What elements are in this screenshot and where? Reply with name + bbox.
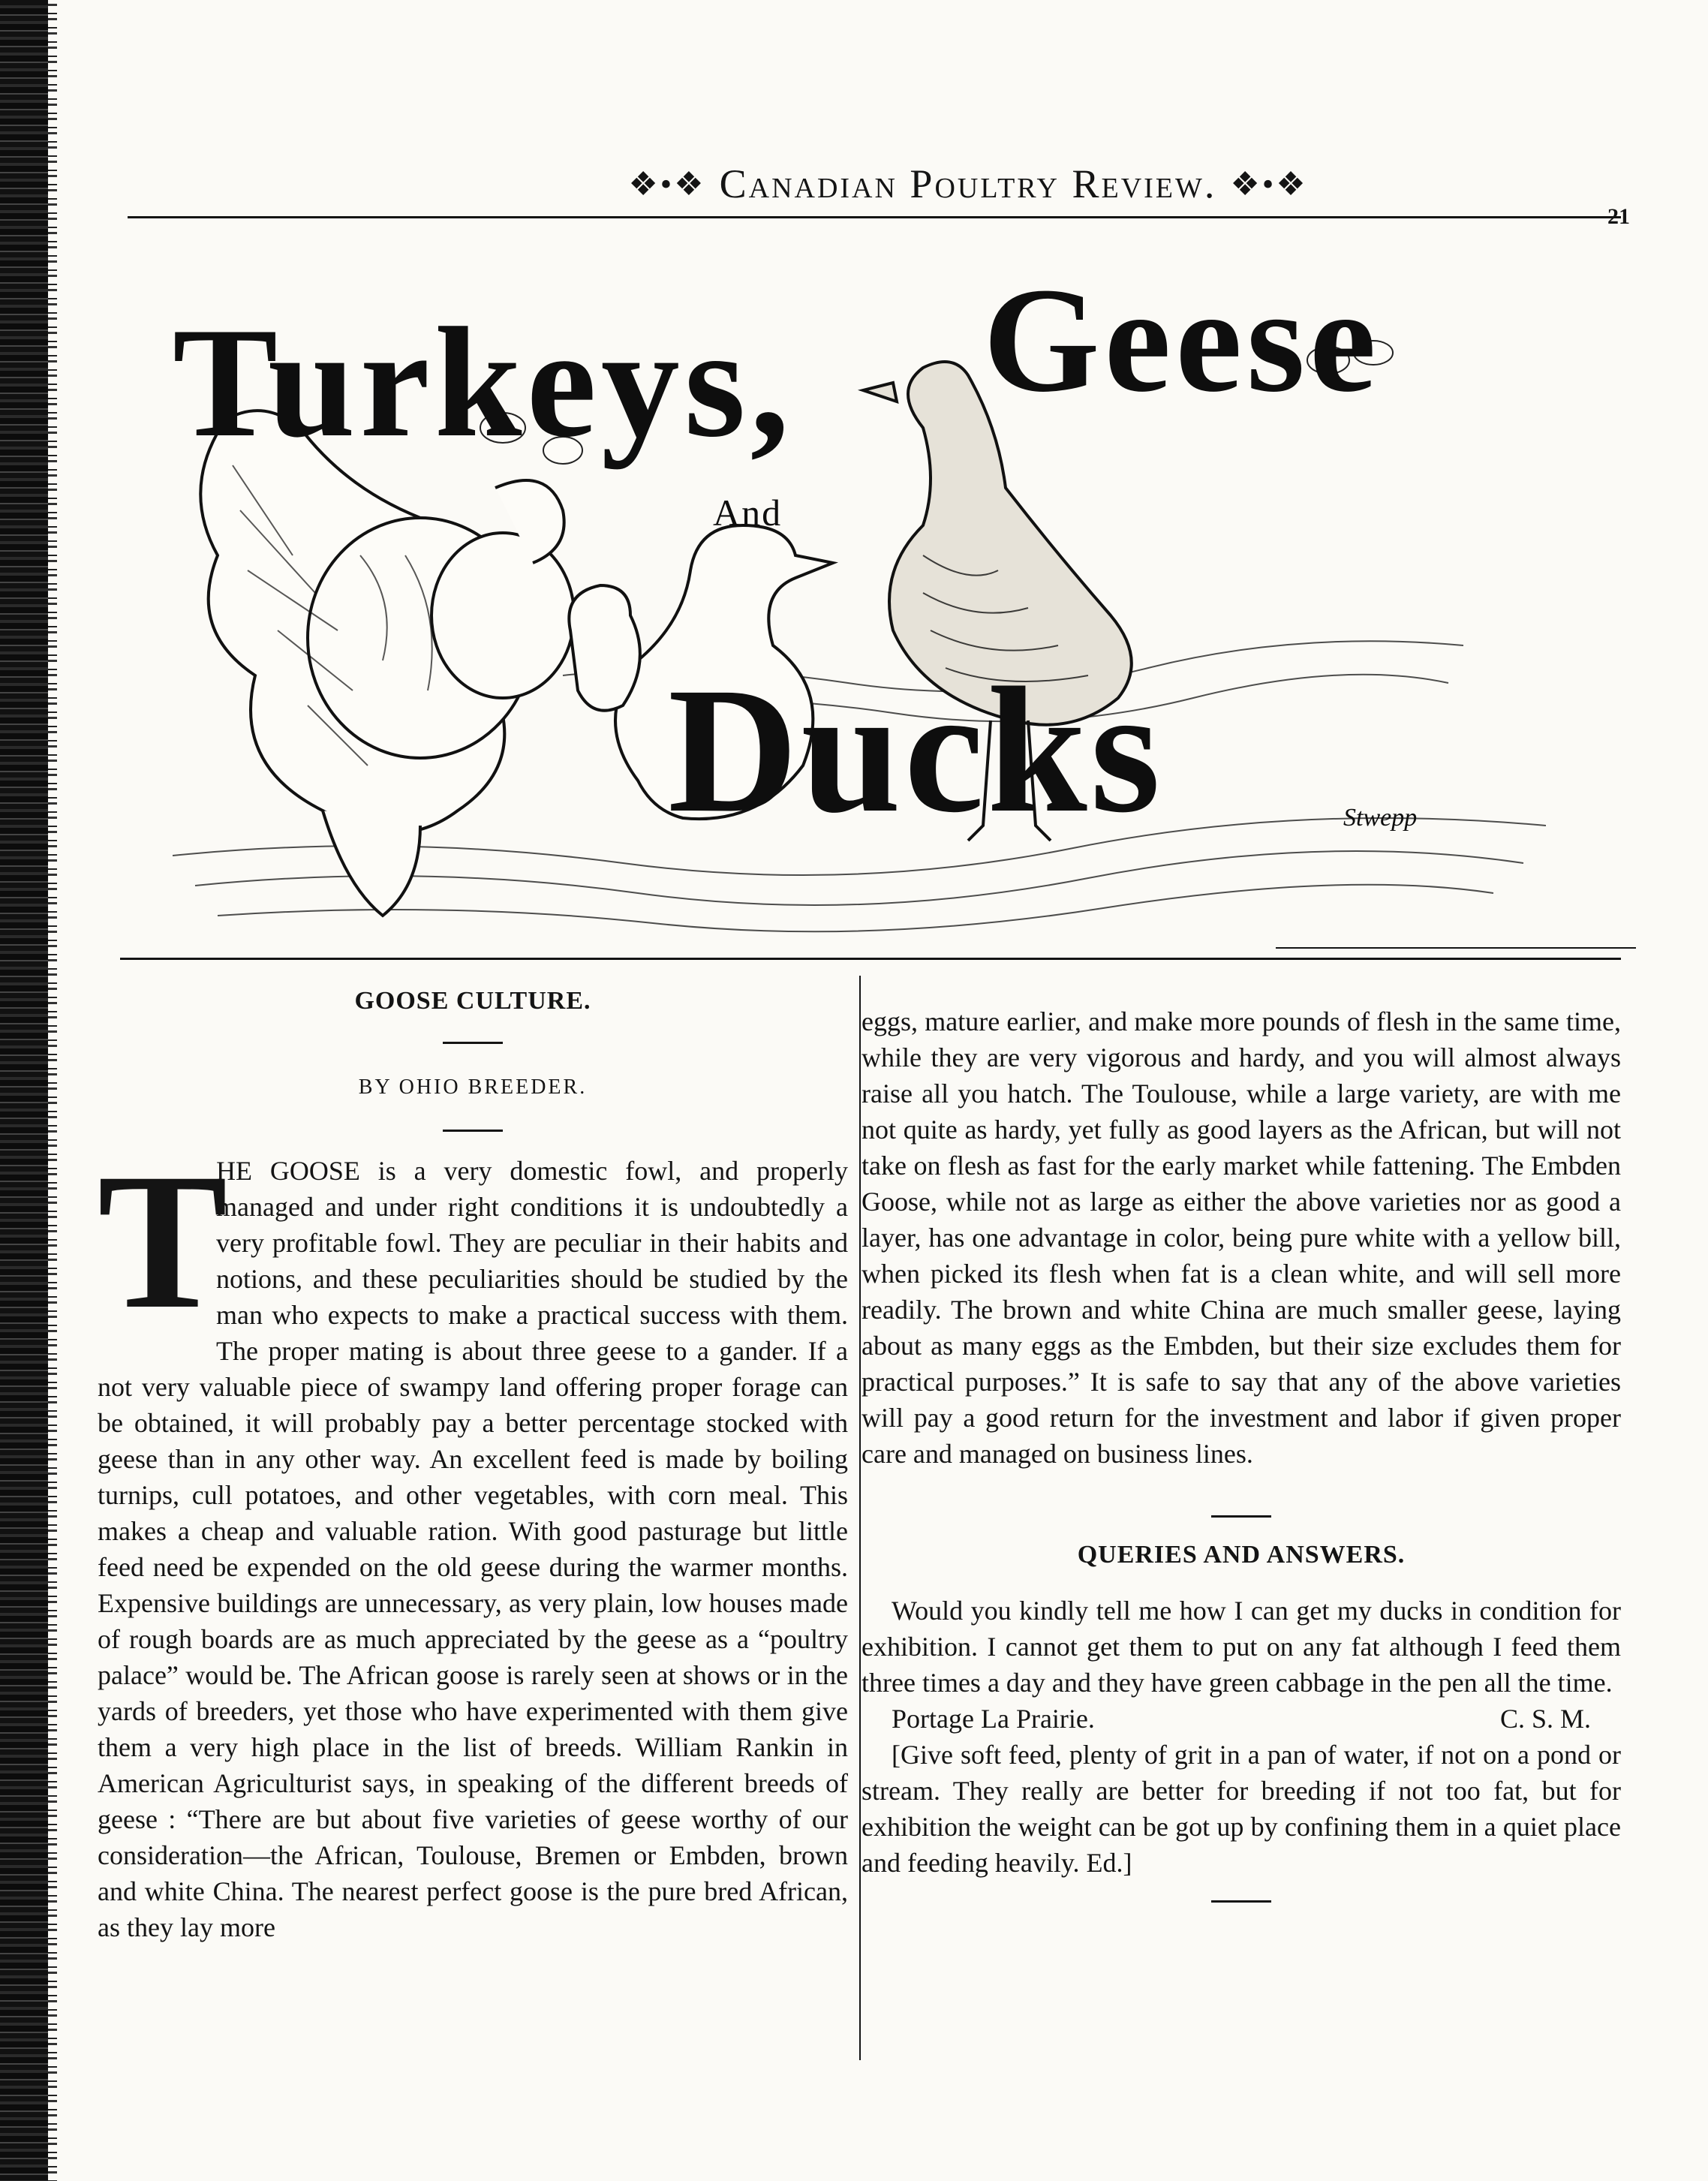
short-rule (443, 1042, 503, 1044)
illustration-rule (120, 958, 1621, 960)
article-body-right: eggs, mature earlier, and make more pounds of flesh in the same time, while they are very vigorous and hardy, and you will almost always raise all you hatch. The Toulouse, while a large variety, are with me not quite as hardy, yet fully as good layers as the African, but will not take on flesh as fast for the early market while fattening. The Embden Goose, while not as large as either the above varieties nor as good a layer, has one advantage in color, being pure white with a yellow bill, when picked its flesh when fat is a clean white, and will sell more readily. The brown and white China are much smaller geese, laying about as many eggs as the Embden, but their size excludes them for practical purposes.” It is safe to say that any of the above varieties will pay a good return for the investment and labor if given proper care and managed on business lines. (862, 1006, 1621, 1469)
ornament-right-icon: ❖•❖ (1230, 165, 1308, 203)
article-body-left: HE GOOSE is a very domestic fowl, and properly managed and under right conditions it is undoubtedly a very profitable fowl. They are peculiar in their habits and notions, and these peculiarities should be studied by the man who expects to make a practical success with them. The proper mating is about three geese to a gander. If a not very valuable piece of swampy land offering proper forage can be obtained, it will probably pay a better percentage stocked with geese than in any other way. An excellent feed is made by boiling turnips, cull potatoes, and other vegetables, with corn meal. This makes a cheap and valuable ration. With good pasturage but little feed need be expended on the old geese during the warmer months. Expensive buildings are unnecessary, as very plain, low houses made of rough boards are as much appreciated by the geese as a “poultry palace” would be. The African goose is rarely seen at shows or in the yards of breeders, yet those who have experimented with them give them a very high place in the list of breeds. William Rankin in American Agriculturist says, in speaking of the different breeds of geese : “There are but about five varieties of geese worthy of our consideration—the African, Toulouse, Bremen or Embden, brown and white China. The nearest perfect goose is the pure bred African, as they lay more (98, 1156, 848, 1942)
left-column (98, 983, 848, 1945)
right-column (862, 1003, 1621, 1903)
article-byline: BY OHIO BREEDER. (358, 1075, 588, 1099)
poultry-illustration-icon (173, 240, 1546, 961)
short-rule (1211, 1515, 1271, 1518)
drop-cap (98, 1133, 228, 1349)
illustration-rule-right (1276, 947, 1636, 949)
page-number: 21 (1607, 204, 1630, 229)
query-question: Would you kindly tell me how I can get my ducks in condition for exhibition. I cannot get them to put on any fat although I feed them three times a day and they have green cabbage in the pen all the time. (862, 1596, 1621, 1698)
title-illustration (173, 240, 1546, 961)
scan-edge (0, 0, 50, 2181)
header-rule (128, 216, 1621, 218)
query-initials: C. S. M. (1499, 1704, 1591, 1734)
page-header (135, 150, 1643, 218)
short-rule (443, 1130, 503, 1132)
article-heading: GOOSE CULTURE. (354, 987, 591, 1015)
title-word-ducks: Ducks (668, 650, 1164, 850)
drop-cap-letter: T (98, 1133, 228, 1349)
ornament-left-icon: ❖•❖ (628, 165, 706, 203)
artist-signature: Stwepp (1343, 804, 1418, 832)
article-body-start (98, 1133, 848, 1945)
masthead (608, 158, 1328, 210)
short-rule (1211, 1900, 1271, 1903)
column-divider (859, 976, 861, 2060)
title-word-turkeys: Turkeys, (173, 296, 795, 470)
title-word-geese: Geese (983, 257, 1381, 423)
query-answer: [Give soft feed, plenty of grit in a pan of water, if not on a pond or stream. They really are better for breeding if not too fat, but for exhibition the weight can be got up by confining them in a quiet place and feeding heavily. Ed.] (862, 1740, 1621, 1878)
query-signature-line (862, 1701, 1621, 1737)
queries-heading: QUERIES AND ANSWERS. (1077, 1541, 1406, 1569)
query-place: Portage La Prairie. (892, 1704, 1095, 1734)
masthead-title: Canadian Poultry Review. (719, 161, 1217, 206)
title-word-and: And (713, 492, 783, 534)
